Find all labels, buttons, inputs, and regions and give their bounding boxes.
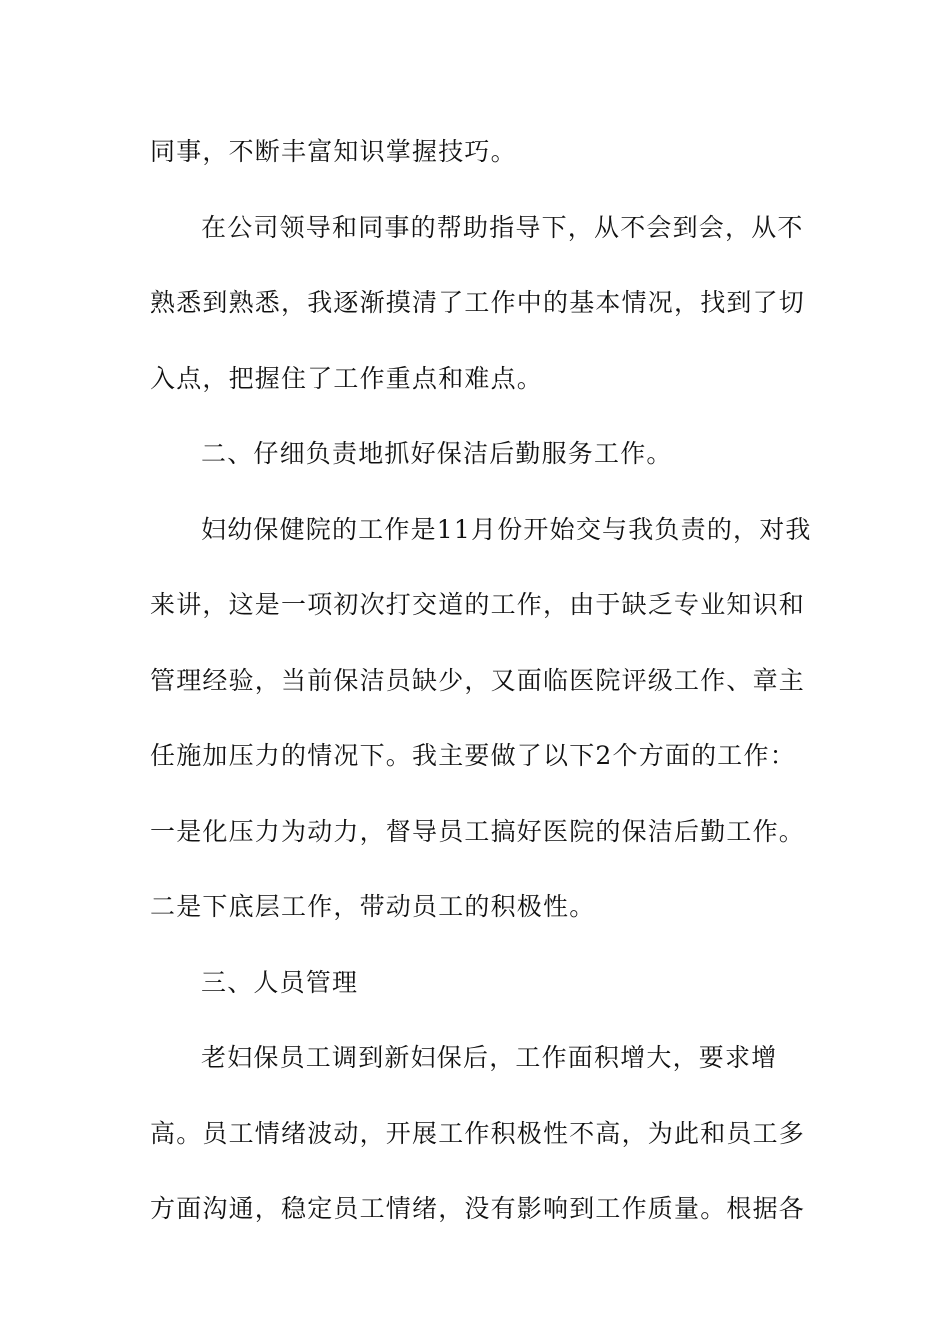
section-heading-3: 三、人员管理 (201, 967, 359, 997)
text-line: 一是化压力为动力，督导员工搞好医院的保洁后勤工作。 (150, 816, 806, 846)
text-line: 同事，不断丰富知识掌握技巧。 (150, 137, 517, 166)
text-line: 熟悉到熟悉，我逐渐摸清了工作中的基本情况，找到了切 (150, 288, 806, 317)
text-line: 高。员工情绪波动，开展工作积极性不高，为此和员工多 (150, 1118, 806, 1148)
text-line: 任施加压力的情况下。我主要做了以下2个方面的工作： (150, 741, 796, 770)
document-body (150, 124, 810, 1257)
text-line: 二是下底层工作，带动员工的积极性。 (150, 892, 596, 921)
section-heading-2: 二、仔细负责地抓好保洁后勤服务工作。 (201, 439, 673, 468)
paragraph-first-line: 妇幼保健院的工作是11月份开始交与我负责的，对我 (201, 514, 812, 544)
paragraph-first-line: 老妇保员工调到新妇保后，工作面积增大，要求增 (201, 1043, 778, 1072)
paragraph-first-line: 在公司领导和同事的帮助指导下，从不会到会，从不 (201, 212, 804, 242)
text-line: 方面沟通，稳定员工情绪，没有影响到工作质量。根据各 (150, 1194, 806, 1223)
text-line: 入点，把握住了工作重点和难点。 (150, 363, 544, 393)
text-line: 管理经验，当前保洁员缺少，又面临医院评级工作、章主 (150, 665, 806, 695)
text-line: 来讲，这是一项初次打交道的工作，由于缺乏专业知识和 (150, 590, 806, 619)
